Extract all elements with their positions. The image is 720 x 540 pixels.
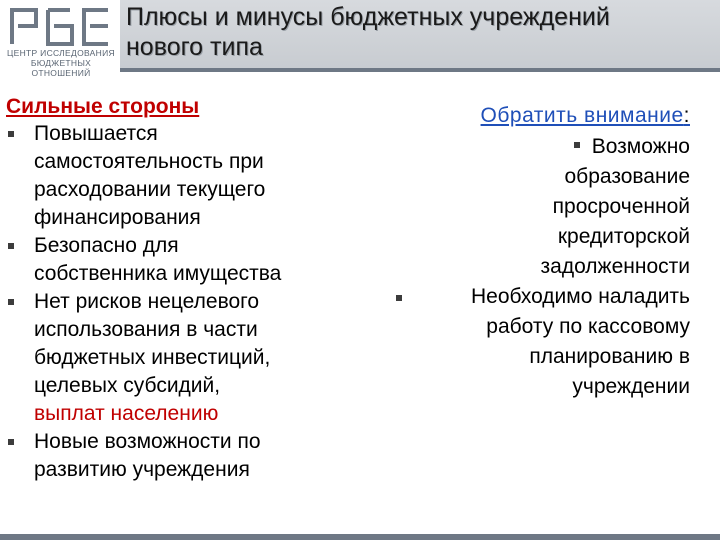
list-item-line: кредиторской	[557, 225, 690, 248]
bullet-square-icon	[8, 243, 14, 249]
list-item	[380, 282, 690, 402]
list-item-line: Новые возможности по	[34, 430, 261, 453]
list-item-line: планированию в	[529, 345, 690, 368]
list-item-line: Необходимо наладить	[470, 285, 690, 308]
logo-mark-icon	[8, 6, 114, 46]
page-title-line2: нового типа	[126, 33, 263, 61]
page-title-line1: Плюсы и минусы бюджетных учреждений	[126, 3, 610, 31]
attention-heading-text: Обратить внимание	[480, 104, 684, 127]
strengths-heading: Сильные стороны	[6, 95, 200, 118]
logo-caption-line1: ЦЕНТР ИССЛЕДОВАНИЯ	[7, 48, 115, 58]
attention-column	[380, 100, 690, 402]
list-item-line: учреждении	[572, 375, 690, 398]
bullet-square-icon	[8, 439, 14, 445]
list-item-line: образование	[564, 165, 690, 188]
list-item	[6, 288, 366, 428]
list-item-line: Безопасно для	[34, 234, 179, 257]
list-item	[6, 120, 366, 232]
list-item-line-first	[380, 132, 690, 162]
list-item-line: Возможно	[591, 135, 690, 158]
list-item-line: собственника имущества	[34, 262, 282, 285]
logo	[6, 6, 116, 78]
header	[0, 0, 720, 80]
list-item-line: самостоятельность при	[34, 150, 264, 173]
list-item-line: задолженности	[540, 255, 690, 278]
footer-bar	[0, 534, 720, 540]
list-item-line: финансирования	[34, 206, 201, 229]
list-item-line: целевых субсидий,	[34, 374, 221, 397]
list-item	[6, 428, 366, 484]
page-title	[126, 2, 716, 62]
list-item-line: использования в части	[34, 318, 258, 341]
list-item-line: Нет рисков нецелевого	[34, 290, 260, 313]
list-item-line-highlight: выплат населению	[34, 402, 219, 425]
bullet-square-icon	[8, 131, 14, 137]
list-item-line: развитию учреждения	[34, 458, 250, 481]
list-item-line: расходовании текущего	[34, 178, 266, 201]
strengths-list	[6, 120, 366, 484]
logo-caption-line2: БЮДЖЕТНЫХ ОТНОШЕНИЙ	[30, 58, 92, 78]
list-item	[6, 232, 366, 288]
bullet-square-icon	[8, 299, 14, 305]
list-item-line: Повышается	[34, 122, 158, 145]
list-item-line: просроченной	[552, 195, 690, 218]
list-item-line: бюджетных инвестиций,	[34, 346, 271, 369]
list-item	[380, 132, 690, 282]
list-item-line: работу по кассовому	[486, 315, 690, 338]
attention-heading-colon: :	[683, 104, 690, 127]
header-divider	[120, 68, 720, 72]
bullet-square-icon	[396, 295, 402, 301]
bullet-square-icon	[574, 142, 580, 148]
logo-caption	[6, 48, 116, 78]
attention-heading	[380, 100, 690, 132]
strengths-column	[6, 94, 366, 484]
